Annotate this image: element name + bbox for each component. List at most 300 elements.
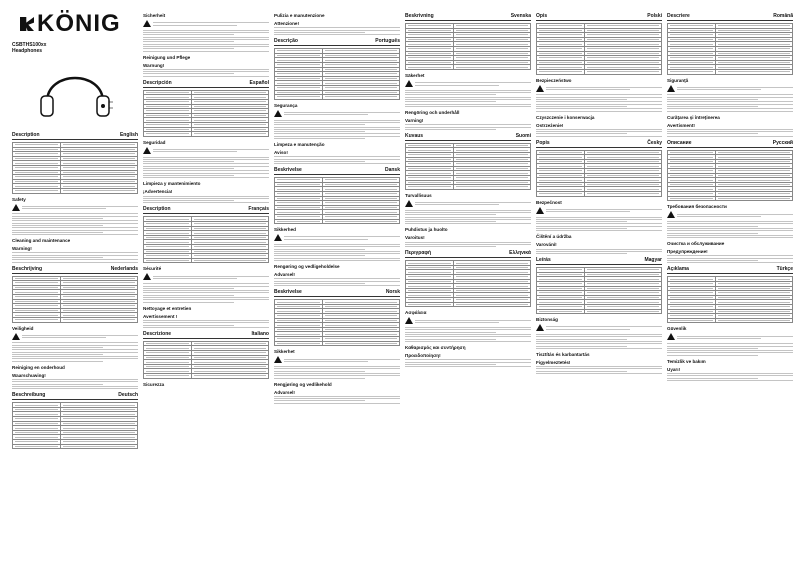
subheading: Seguridad: [143, 139, 166, 145]
text-line-placeholder: [277, 50, 320, 51]
subheading: Warnung!: [143, 62, 165, 68]
text-line-placeholder: [194, 352, 267, 353]
text-line-placeholder: [667, 262, 793, 263]
text-line-placeholder: [143, 73, 234, 74]
text-line-placeholder: [536, 217, 662, 218]
text-line-placeholder: [143, 286, 269, 287]
paragraph: [667, 343, 793, 355]
text-line-placeholder: [536, 223, 662, 224]
text-line-placeholder: [670, 71, 713, 72]
text-line-placeholder: [146, 375, 189, 376]
section-heading: [536, 257, 662, 265]
text-line-placeholder: [12, 232, 103, 233]
column-3: [274, 10, 400, 560]
text-line-placeholder: [15, 158, 58, 159]
text-line-placeholder: [63, 158, 136, 159]
paragraph: [274, 156, 400, 164]
text-line-placeholder: [277, 73, 320, 74]
text-line-placeholder: [405, 101, 496, 102]
warning-triangle-icon: [405, 80, 413, 87]
text-line-placeholder: [143, 320, 269, 321]
text-line-placeholder: [408, 44, 451, 45]
text-line-placeholder: [667, 237, 793, 238]
section-heading: [667, 140, 793, 148]
text-line-placeholder: [146, 366, 189, 367]
text-line-placeholder: [405, 221, 496, 222]
text-line-placeholder: [670, 34, 713, 35]
text-line-placeholder: [718, 279, 791, 280]
text-line-placeholder: [536, 366, 662, 367]
paragraph: [274, 278, 400, 286]
text-line-placeholder: [408, 67, 451, 68]
caution-text: [284, 235, 400, 241]
subheading: Waarschuwing!: [12, 372, 46, 378]
table-cell-label: [537, 192, 585, 197]
text-line-placeholder: [536, 133, 627, 134]
text-line-placeholder: [325, 343, 398, 344]
text-line-placeholder: [194, 219, 267, 220]
subheading: Temizlik ve bakım: [667, 358, 706, 364]
caution-block: [405, 200, 531, 208]
text-line-placeholder: [536, 339, 627, 340]
text-line-placeholder: [143, 69, 269, 70]
warning-triangle-icon: [143, 273, 151, 280]
text-line-placeholder: [63, 432, 136, 433]
subheading: Требования безопасности: [667, 204, 727, 210]
text-line-placeholder: [456, 168, 529, 169]
subheading: Очистка и обслуживание: [667, 241, 725, 247]
text-line-placeholder: [146, 124, 189, 125]
paragraph: [143, 30, 269, 52]
paragraph: [536, 217, 662, 232]
text-line-placeholder: [587, 39, 660, 40]
text-line-placeholder: [63, 167, 136, 168]
text-line-placeholder: [536, 99, 627, 100]
text-line-placeholder: [274, 120, 400, 121]
text-line-placeholder: [146, 343, 189, 344]
text-line-placeholder: [670, 315, 713, 316]
text-line-placeholder: [284, 361, 368, 362]
text-line-placeholder: [284, 114, 368, 115]
text-line-placeholder: [146, 133, 189, 134]
text-line-placeholder: [143, 299, 269, 300]
subheading: Reiniging en onderhoud: [12, 364, 65, 370]
text-line-placeholder: [667, 94, 793, 95]
text-line-placeholder: [456, 30, 529, 31]
text-line-placeholder: [143, 177, 269, 178]
text-line-placeholder: [146, 97, 189, 98]
text-line-placeholder: [12, 361, 103, 362]
text-line-placeholder: [667, 350, 793, 351]
table-row: [144, 373, 269, 378]
subheading: Limpeza e manutenção: [274, 141, 325, 147]
text-line-placeholder: [408, 57, 451, 58]
text-line-placeholder: [277, 212, 320, 213]
text-line-placeholder: [143, 297, 269, 298]
text-line-placeholder: [539, 30, 582, 31]
description-table: [12, 402, 138, 449]
text-line-placeholder: [718, 189, 791, 190]
subheading: Warning!: [12, 246, 32, 252]
text-line-placeholder: [718, 34, 791, 35]
section-language: Français: [248, 206, 269, 213]
text-line-placeholder: [670, 283, 713, 284]
table-cell-label: [668, 196, 716, 201]
text-line-placeholder: [146, 101, 189, 102]
text-line-placeholder: [143, 198, 269, 199]
text-line-placeholder: [536, 219, 662, 220]
text-line-placeholder: [274, 396, 400, 397]
description-table: [274, 48, 400, 100]
text-line-placeholder: [22, 337, 106, 338]
text-line-placeholder: [587, 269, 660, 270]
text-line-placeholder: [325, 212, 398, 213]
warning-triangle-icon: [143, 20, 151, 27]
text-line-placeholder: [146, 110, 189, 111]
text-line-placeholder: [325, 338, 398, 339]
table-cell-value: [322, 219, 400, 224]
konig-mark-icon: [20, 17, 34, 31]
text-line-placeholder: [12, 352, 138, 353]
text-line-placeholder: [667, 221, 793, 222]
subheading: Rengjøring og vedlikehold: [274, 381, 332, 387]
text-line-placeholder: [667, 348, 758, 349]
text-line-placeholder: [536, 131, 662, 132]
text-line-placeholder: [277, 55, 320, 56]
text-line-placeholder: [670, 25, 713, 26]
text-line-placeholder: [12, 354, 103, 355]
text-line-placeholder: [539, 71, 582, 72]
description-table: [12, 276, 138, 323]
text-line-placeholder: [274, 378, 365, 379]
text-line-placeholder: [325, 193, 398, 194]
text-line-placeholder: [667, 343, 793, 344]
table-cell-label: [406, 185, 454, 190]
text-line-placeholder: [718, 44, 791, 45]
text-line-placeholder: [718, 297, 791, 298]
table-cell-value: [191, 132, 269, 137]
text-line-placeholder: [143, 37, 269, 38]
model-number: CSBTHS100xx: [12, 42, 47, 48]
text-line-placeholder: [15, 319, 58, 320]
warning-triangle-icon: [536, 324, 544, 331]
text-line-placeholder: [274, 371, 365, 372]
text-line-placeholder: [194, 357, 267, 358]
table-cell-value: [60, 317, 138, 322]
text-line-placeholder: [12, 379, 138, 380]
text-line-placeholder: [670, 193, 713, 194]
text-line-placeholder: [146, 120, 189, 121]
section-title: Descrizione: [143, 330, 172, 337]
subheading: Segurança: [274, 102, 298, 108]
subheading: Avertissement !: [143, 313, 178, 319]
text-line-placeholder: [12, 345, 138, 346]
description-table: [536, 150, 662, 197]
text-line-placeholder: [63, 278, 136, 279]
text-line-placeholder: [194, 223, 267, 224]
text-line-placeholder: [12, 255, 138, 256]
text-line-placeholder: [63, 319, 136, 320]
text-line-placeholder: [546, 89, 630, 90]
paragraph: [143, 283, 269, 302]
description-table: [274, 299, 400, 346]
text-line-placeholder: [274, 281, 400, 282]
text-line-placeholder: [456, 39, 529, 40]
text-line-placeholder: [277, 64, 320, 65]
text-line-placeholder: [63, 305, 136, 306]
text-line-placeholder: [277, 334, 320, 335]
text-line-placeholder: [405, 212, 531, 213]
paragraph: [405, 359, 531, 367]
text-line-placeholder: [408, 48, 451, 49]
table-cell-value: [453, 302, 531, 307]
text-line-placeholder: [456, 62, 529, 63]
description-table: [667, 150, 793, 202]
text-line-placeholder: [143, 295, 234, 296]
text-line-placeholder: [274, 127, 400, 128]
text-line-placeholder: [143, 76, 269, 77]
text-line-placeholder: [146, 242, 189, 243]
subheading: Varoitus!: [405, 235, 425, 241]
text-line-placeholder: [718, 184, 791, 185]
text-line-placeholder: [670, 157, 713, 158]
text-line-placeholder: [146, 348, 189, 349]
table-cell-label: [275, 219, 323, 224]
table-cell-value: [453, 185, 531, 190]
caution-block: [274, 234, 400, 242]
text-line-placeholder: [456, 159, 529, 160]
text-line-placeholder: [408, 299, 451, 300]
text-line-placeholder: [153, 151, 237, 152]
section-language: Norsk: [385, 289, 400, 296]
text-line-placeholder: [63, 405, 136, 406]
text-line-placeholder: [539, 189, 582, 190]
table-cell-label: [275, 341, 323, 346]
table-row: [537, 309, 662, 314]
text-line-placeholder: [194, 348, 267, 349]
text-line-placeholder: [325, 92, 398, 93]
subheading: Προειδοποίηση!: [405, 352, 441, 358]
caution-block: [667, 85, 793, 93]
text-line-placeholder: [277, 325, 320, 326]
text-line-placeholder: [667, 108, 793, 109]
text-line-placeholder: [587, 30, 660, 31]
text-line-placeholder: [15, 305, 58, 306]
section-heading: [536, 140, 662, 148]
text-line-placeholder: [539, 274, 582, 275]
text-line-placeholder: [456, 281, 529, 282]
text-line-placeholder: [536, 253, 627, 254]
text-line-placeholder: [325, 320, 398, 321]
text-line-placeholder: [12, 223, 138, 224]
section-heading: [667, 266, 793, 274]
text-line-placeholder: [405, 99, 531, 100]
text-line-placeholder: [539, 306, 582, 307]
text-line-placeholder: [408, 286, 451, 287]
table-row: [668, 196, 793, 201]
section-language: Deutsch: [118, 392, 138, 399]
table-cell-label: [13, 317, 61, 322]
subheading: Biztonság: [536, 317, 558, 323]
text-line-placeholder: [274, 133, 400, 134]
text-line-placeholder: [63, 186, 136, 187]
section-heading: [667, 13, 793, 21]
text-line-placeholder: [670, 170, 713, 171]
text-line-placeholder: [667, 373, 793, 374]
caution-text: [415, 81, 531, 87]
text-line-placeholder: [587, 157, 660, 158]
subheading: Reinigung und Pflege: [143, 54, 191, 60]
text-line-placeholder: [274, 255, 365, 256]
text-line-placeholder: [667, 99, 758, 100]
paragraph: [667, 129, 793, 137]
subheading: Pulizia e manutenzione: [274, 13, 325, 18]
text-line-placeholder: [405, 329, 531, 330]
table-row: [668, 318, 793, 323]
text-line-placeholder: [143, 170, 269, 171]
text-line-placeholder: [670, 67, 713, 68]
text-line-placeholder: [718, 30, 791, 31]
section-title: Açıklama: [667, 266, 689, 273]
section-title: Περιγραφή: [405, 250, 432, 257]
text-line-placeholder: [15, 405, 58, 406]
text-line-placeholder: [546, 209, 662, 210]
section-language: Nederlands: [110, 265, 138, 272]
section-title: Description: [143, 206, 171, 213]
text-line-placeholder: [718, 180, 791, 181]
text-line-placeholder: [274, 122, 400, 123]
text-line-placeholder: [15, 418, 58, 419]
paragraph: [405, 124, 531, 130]
text-line-placeholder: [146, 352, 189, 353]
text-line-placeholder: [277, 83, 320, 84]
subheading: Предупреждение!: [667, 249, 708, 255]
text-line-placeholder: [456, 173, 529, 174]
text-line-placeholder: [536, 108, 662, 109]
paragraph: [143, 69, 269, 77]
paragraph: [143, 320, 269, 328]
table-cell-value: [584, 69, 662, 74]
table-row: [406, 65, 531, 70]
subheading: Καθαρισμός και συντήρηση: [405, 344, 466, 350]
text-line-placeholder: [405, 332, 496, 333]
warning-triangle-icon: [12, 204, 20, 211]
text-line-placeholder: [15, 428, 58, 429]
text-line-placeholder: [194, 92, 267, 93]
text-line-placeholder: [194, 362, 267, 363]
text-line-placeholder: [587, 193, 660, 194]
text-line-placeholder: [415, 320, 531, 321]
text-line-placeholder: [22, 208, 106, 209]
section-language: Русский: [772, 139, 793, 146]
paragraph: [536, 129, 662, 137]
text-line-placeholder: [194, 110, 267, 111]
text-line-placeholder: [194, 260, 267, 261]
text-line-placeholder: [325, 302, 398, 303]
text-line-placeholder: [718, 39, 791, 40]
text-line-placeholder: [143, 168, 234, 169]
section-language: Svenska: [510, 13, 531, 19]
text-line-placeholder: [456, 48, 529, 49]
text-line-placeholder: [539, 25, 582, 26]
text-line-placeholder: [718, 53, 791, 54]
text-line-placeholder: [12, 342, 138, 343]
text-line-placeholder: [63, 163, 136, 164]
text-line-placeholder: [536, 129, 662, 130]
text-line-placeholder: [15, 167, 58, 168]
caution-block: [274, 356, 400, 364]
text-line-placeholder: [146, 228, 189, 229]
subheading: Sikkerhed: [274, 227, 296, 233]
text-line-placeholder: [415, 202, 531, 203]
text-line-placeholder: [536, 106, 627, 107]
text-line-placeholder: [539, 57, 582, 58]
table-cell-label: [144, 132, 192, 137]
text-line-placeholder: [194, 106, 267, 107]
text-line-placeholder: [274, 246, 400, 247]
text-line-placeholder: [12, 384, 103, 385]
table-cell-label: [406, 65, 454, 70]
text-line-placeholder: [284, 239, 368, 240]
text-line-placeholder: [539, 157, 582, 158]
text-line-placeholder: [325, 179, 398, 180]
text-line-placeholder: [63, 287, 136, 288]
subheading: Ostrzeżenie!: [536, 122, 564, 128]
caution-block: [405, 80, 531, 88]
text-line-placeholder: [405, 242, 531, 243]
warning-triangle-icon: [274, 356, 282, 363]
paragraph: [405, 242, 531, 248]
text-line-placeholder: [143, 48, 234, 49]
section-title: Leírás: [536, 257, 551, 264]
text-line-placeholder: [587, 189, 660, 190]
table-cell-value: [191, 258, 269, 263]
text-line-placeholder: [63, 282, 136, 283]
text-line-placeholder: [539, 269, 582, 270]
text-line-placeholder: [587, 311, 660, 312]
text-line-placeholder: [277, 329, 320, 330]
subheading: Varování!: [536, 242, 557, 248]
text-line-placeholder: [146, 260, 189, 261]
text-line-placeholder: [12, 227, 138, 228]
paragraph: [274, 27, 400, 35]
subheading: Sicherheit: [143, 13, 166, 18]
text-line-placeholder: [63, 428, 136, 429]
caution-block: [667, 211, 793, 219]
brand-name: KÖNIG: [37, 10, 121, 37]
description-table: [667, 276, 793, 323]
table-cell-value: [584, 309, 662, 314]
warning-triangle-icon: [143, 147, 151, 154]
section-language: Magyar: [644, 257, 662, 264]
text-line-placeholder: [63, 181, 136, 182]
text-line-placeholder: [153, 25, 237, 26]
description-table: [405, 23, 531, 70]
text-line-placeholder: [536, 249, 662, 250]
text-line-placeholder: [408, 34, 451, 35]
text-line-placeholder: [274, 156, 400, 157]
text-line-placeholder: [405, 339, 496, 340]
text-line-placeholder: [143, 51, 269, 52]
text-line-placeholder: [63, 301, 136, 302]
description-table: [667, 23, 793, 75]
section-language: Česky: [647, 139, 662, 146]
table-row: [13, 188, 138, 193]
headphones-illustration: [12, 58, 138, 128]
table-row: [668, 69, 793, 74]
text-line-placeholder: [670, 62, 713, 63]
caution-text: [284, 357, 400, 363]
